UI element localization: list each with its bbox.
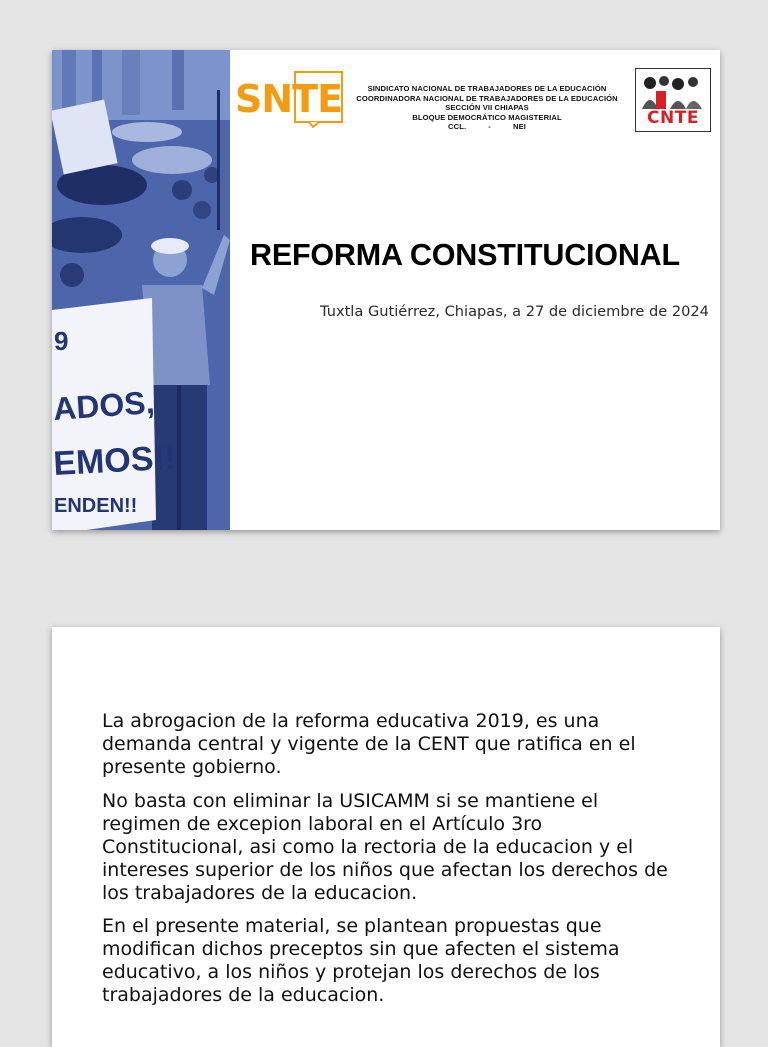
union-header (342, 84, 632, 132)
banner-line-2: EMOS!! (52, 438, 178, 483)
slide-date: Tuxtla Gutiérrez, Chiapas, a 27 de diciembre de 2024 (320, 303, 709, 320)
cnte-logo (635, 68, 711, 132)
header-line-1: SINDICATO NACIONAL DE TRABAJADORES DE LA EDUCACIÓN (367, 84, 607, 93)
header-line-3: SECCIÓN VII CHIAPAS (445, 103, 529, 113)
paragraph-2: No basta con eliminar la USICAMM si se mantiene el regimen de excepion laboral en el Artículo 3ro Constitucional, asi como la rectoria de la educacion y el intereses superior de los niños que afectan los derechos de los trabajadores de la educacion. (102, 790, 668, 904)
title-slide (52, 50, 720, 530)
slide-title: REFORMA CONSTITUCIONAL (250, 238, 680, 272)
paragraph-3: En el presente material, se plantean propuestas que modifican dichos preceptos sin que afecten el sistema educativo, a los niños y protejan los derechos de los trabajadores de la educacion. (102, 915, 620, 1006)
snte-logo-text: SNTE (235, 77, 343, 121)
cnte-logo-text: CNTE (647, 108, 699, 128)
snte-logo (235, 70, 347, 128)
header-line-5: CCL. - NEI (448, 122, 526, 132)
banner-line-3: ENDEN!! (54, 495, 138, 517)
intro-slide (52, 627, 720, 1047)
banner-line-1: ADOS, (52, 384, 156, 427)
protest-photo (52, 50, 230, 530)
header-line-4: BLOQUE DEMOCRÁTICO MAGISTERIAL (412, 112, 562, 122)
paragraph-1: La abrogacion de la reforma educativa 2019, es una demanda central y vigente de la CENT que ratifica en el presente gobierno. (102, 710, 636, 778)
header-line-2: COORDINADORA NACIONAL DE TRABAJADORES DE LA EDUCACIÓN (356, 93, 618, 103)
banner-number: 9 (54, 326, 69, 356)
